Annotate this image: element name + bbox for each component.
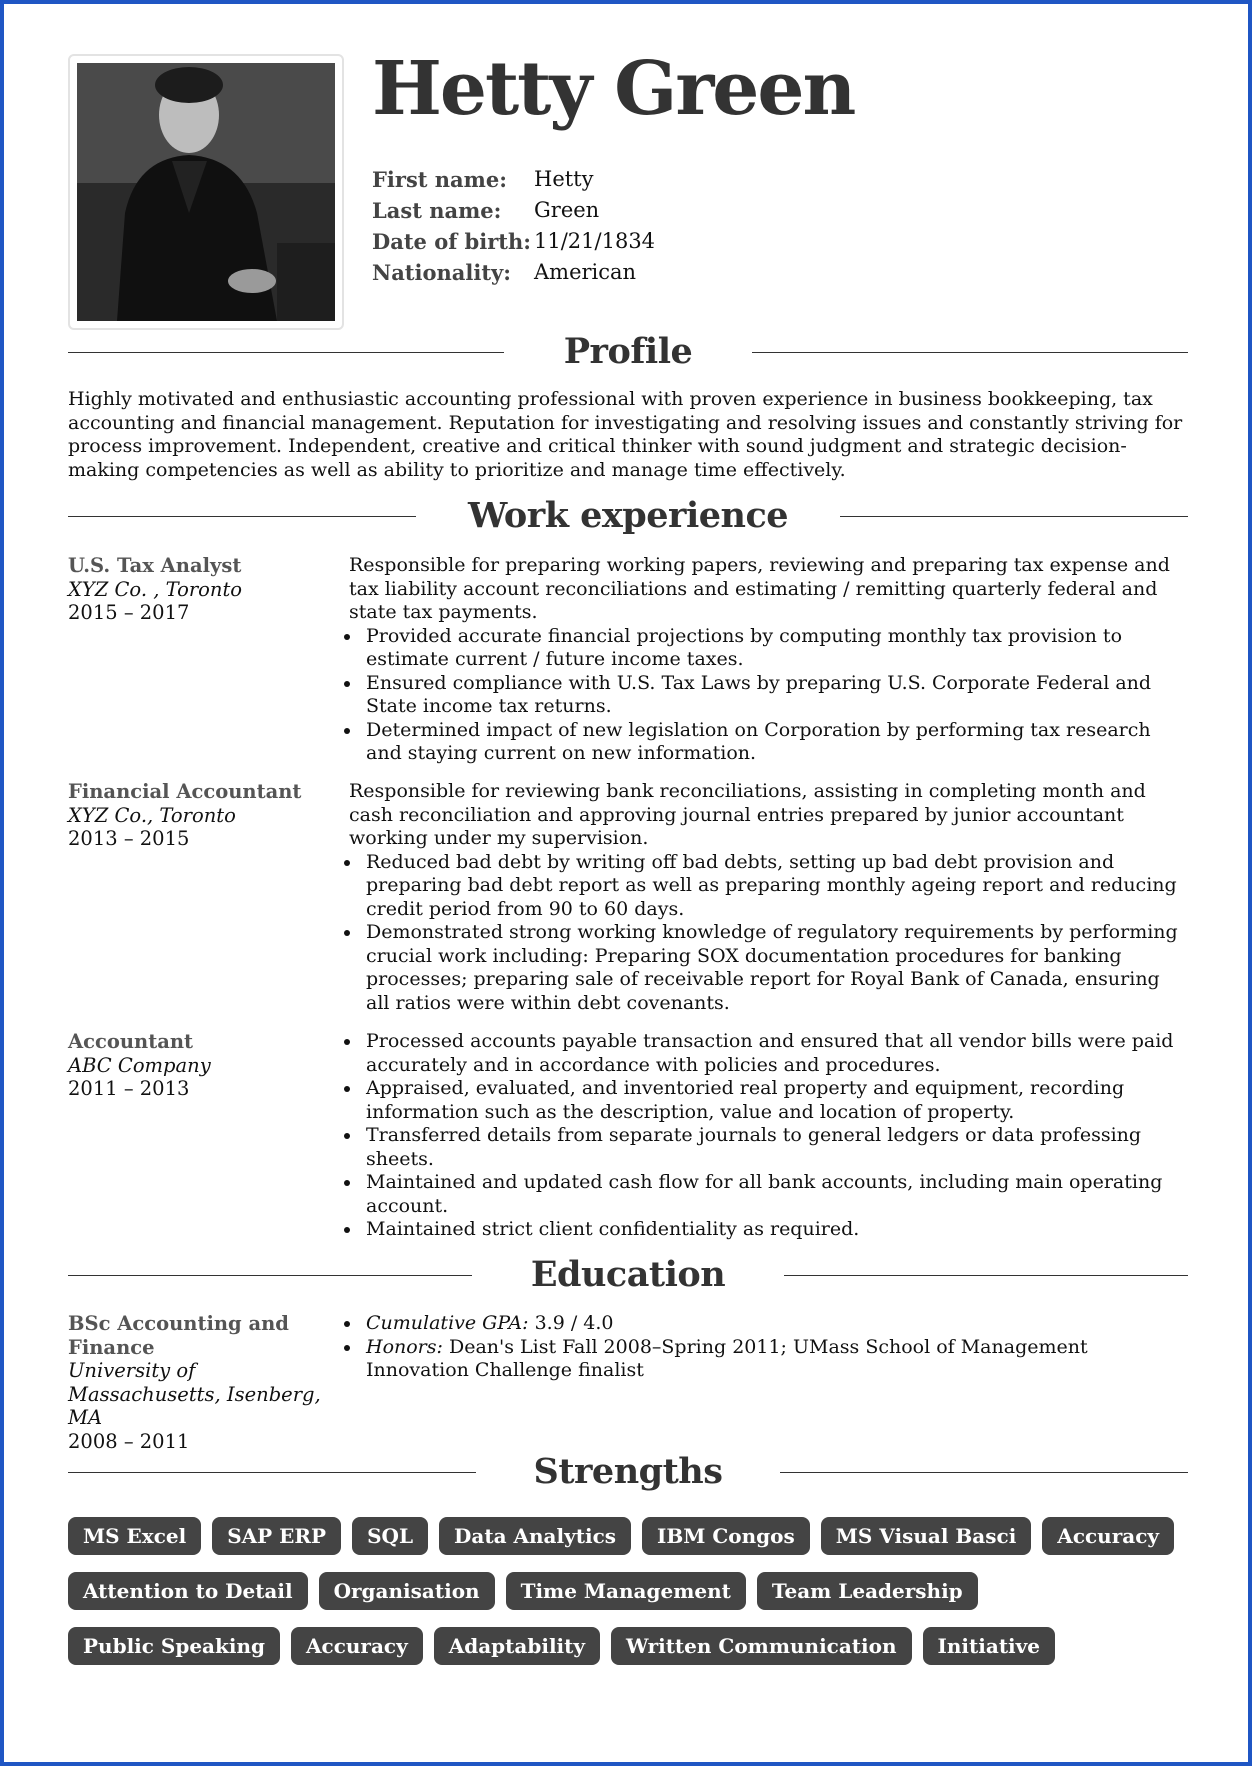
strength-tag: Accuracy — [291, 1627, 423, 1665]
personal-info — [372, 164, 655, 288]
list-item: Transferred details from separate journals to general ledgers or data professing sheets. — [349, 1124, 1189, 1171]
profile-text: Highly motivated and enthusiastic accounting professional with proven experience in business bookkeeping, tax accounting and financial management. Reputation for investigating and resolving issues and constantly striving for process improvement. Independent, creative and critical thinker with sound judgment and strategic decision-making competencies as well as ability to prioritize and manage time effectively. — [68, 388, 1183, 481]
job-company: XYZ Co. , Toronto — [68, 577, 243, 601]
education-bullets — [349, 1312, 1189, 1383]
resume-page — [4, 4, 1248, 1762]
job-bullets — [349, 851, 1189, 1016]
school-name: University of Massachusetts, Isenberg, MA — [68, 1359, 321, 1429]
gpa-value: 3.9 / 4.0 — [534, 1312, 614, 1334]
info-label: First name: — [372, 167, 507, 192]
job-details — [349, 1030, 1189, 1242]
info-value: Hetty — [534, 167, 594, 191]
job-meta — [68, 780, 348, 851]
photo-frame — [68, 54, 344, 330]
strength-tag: Adaptability — [434, 1627, 600, 1665]
job-bullets — [349, 625, 1189, 766]
strength-tag: Public Speaking — [68, 1627, 280, 1665]
job-title: Financial Accountant — [68, 780, 302, 803]
info-row-nationality — [372, 257, 655, 288]
list-item: Appraised, evaluated, and inventoried real property and equipment, recording information such as the description, value and location of property. — [349, 1077, 1189, 1124]
strength-tags — [68, 1517, 1188, 1665]
section-title: Profile — [563, 331, 693, 372]
job-details — [349, 780, 1189, 1015]
job-title: U.S. Tax Analyst — [68, 554, 242, 577]
info-row-last-name — [372, 195, 655, 226]
strength-tag: Written Communication — [611, 1627, 912, 1665]
education-section-heading — [68, 1253, 1188, 1297]
info-label: Last name: — [372, 198, 502, 223]
full-name-heading: Hetty Green — [372, 46, 855, 132]
info-row-date-of-birth — [372, 226, 655, 257]
info-value: 11/21/1834 — [534, 229, 656, 253]
list-item: Processed accounts payable transaction and ensured that all vendor bills were paid accurately and in accordance with policies and procedures. — [349, 1030, 1189, 1077]
strength-tag: Team Leadership — [757, 1572, 978, 1610]
education-meta — [68, 1312, 348, 1453]
job-dates: 2011 – 2013 — [68, 1077, 190, 1100]
list-item: Demonstrated strong working knowledge of regulatory requirements by performing crucial work including: Preparing SOX documentation procedures for banking processes; preparing sale of receivable report for Royal Bank of Canada, ensuring all ratios were within debt covenants. — [349, 921, 1189, 1015]
job-company: XYZ Co., Toronto — [68, 803, 236, 827]
education-dates: 2008 – 2011 — [68, 1429, 190, 1453]
info-value: Green — [534, 198, 600, 222]
job-dates: 2015 – 2017 — [68, 601, 190, 624]
info-value: American — [534, 260, 637, 284]
job-meta — [68, 554, 348, 625]
strength-tag: MS Excel — [68, 1517, 201, 1555]
strength-tag: Data Analytics — [439, 1517, 631, 1555]
list-item: Determined impact of new legislation on Corporation by performing tax research and staying current on new information. — [349, 719, 1189, 766]
job-summary: Responsible for reviewing bank reconciliations, assisting in completing month and cash reconciliation and approving journal entries prepared by junior accountant working under my supervision. — [349, 780, 1146, 849]
strength-tag: MS Visual Basci — [821, 1517, 1032, 1555]
strengths-section-heading — [68, 1450, 1188, 1494]
honors-label: Honors: — [366, 1335, 443, 1358]
job-details — [349, 554, 1189, 766]
info-label: Date of birth: — [372, 229, 531, 254]
work-section-heading — [68, 494, 1188, 538]
section-title: Work experience — [467, 495, 789, 536]
strength-tag: SAP ERP — [212, 1517, 341, 1555]
list-item — [349, 1336, 1189, 1383]
honors-value: Dean's List Fall 2008–Spring 2011; UMass School of Management Innovation Challenge finalist — [366, 1335, 1088, 1381]
portrait-silhouette-icon — [77, 63, 335, 321]
job-title: Accountant — [68, 1030, 194, 1053]
job-bullets — [349, 1030, 1189, 1242]
gpa-label: Cumulative GPA: — [366, 1312, 529, 1334]
list-item: Ensured compliance with U.S. Tax Laws by preparing U.S. Corporate Federal and State income tax returns. — [349, 672, 1189, 719]
education-details — [349, 1312, 1189, 1383]
section-title: Education — [530, 1254, 726, 1295]
job-dates: 2013 – 2015 — [68, 827, 190, 850]
strength-tag: Time Management — [506, 1572, 746, 1610]
profile-section-heading — [68, 330, 1188, 374]
list-item: Reduced bad debt by writing off bad debts, setting up bad debt provision and preparing bad debt report as well as preparing monthly ageing report and reducing credit period from 90 to 60 days. — [349, 851, 1189, 922]
job-meta — [68, 1030, 348, 1101]
section-title: Strengths — [533, 1451, 723, 1492]
strength-tag: Organisation — [319, 1572, 495, 1610]
degree-title: BSc Accounting and Finance — [68, 1312, 289, 1359]
list-item — [349, 1312, 1189, 1336]
strength-tag: IBM Congos — [642, 1517, 810, 1555]
portrait-photo — [77, 63, 335, 321]
strength-tag: Initiative — [923, 1627, 1055, 1665]
job-company: ABC Company — [68, 1053, 211, 1077]
strength-tag: Attention to Detail — [68, 1572, 308, 1610]
strength-tag: Accuracy — [1042, 1517, 1174, 1555]
list-item: Provided accurate financial projections by computing monthly tax provision to estimate current / future income taxes. — [349, 625, 1189, 672]
job-summary: Responsible for preparing working papers, reviewing and preparing tax expense and tax liability account reconciliations and estimating / remitting quarterly federal and state tax payments. — [349, 554, 1170, 623]
list-item: Maintained strict client confidentiality as required. — [349, 1218, 1189, 1242]
info-label: Nationality: — [372, 260, 511, 285]
strength-tag: SQL — [352, 1517, 428, 1555]
info-row-first-name — [372, 164, 655, 195]
list-item: Maintained and updated cash flow for all bank accounts, including main operating account. — [349, 1171, 1189, 1218]
